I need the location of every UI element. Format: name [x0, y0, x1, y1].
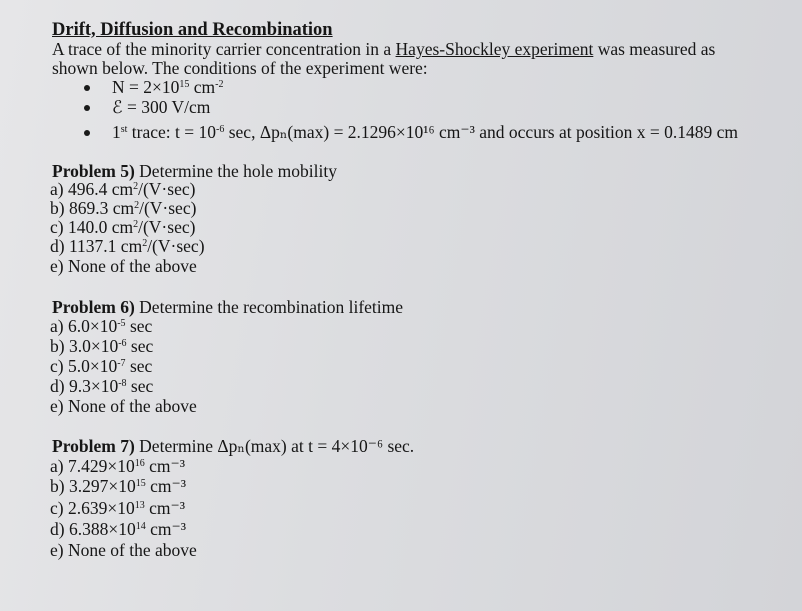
bullet-icon: [84, 130, 90, 136]
problem-7-option-a: a) $7.429\times 10^{16}$ cm⁻³: [50, 456, 185, 476]
bullet-icon: [84, 85, 90, 91]
problem-5-option-e: e) None of the above: [50, 256, 197, 276]
problem-6-option-e: e) None of the above: [50, 396, 197, 416]
intro-line-2: shown below. The conditions of the experiment were:: [52, 58, 428, 78]
intro-line-1: A trace of the minority carrier concentration in a Hayes-Shockley experiment was measured as: [52, 39, 716, 59]
problem-6-option-c: c) $5.0\times 10^{-7}$ sec: [50, 356, 153, 376]
problem-6-option-b: b) $3.0\times 10^{-6}$ sec: [50, 336, 154, 356]
problem-6-option-a: a) $6.0\times 10^{-5}$ sec: [50, 316, 153, 336]
problem-5-option-c: c) 140.0 $cm^2/(V\cdot\sec)$: [50, 217, 196, 237]
problem-5-option-a: a) 496.4 $cm^2/(V\cdot\sec)$: [50, 179, 196, 199]
problem-6-question: Problem 6) Determine the recombination lifetime: [52, 297, 404, 317]
problem-5-question: Problem 5) Determine the hole mobility: [52, 161, 337, 181]
problem-7-question: Problem 7) Determine Δpₙ(max) at t = 4×10⁻⁶ sec.: [52, 436, 415, 456]
problem-7-option-b: b) $3.297\times 10^{15}$ cm⁻³: [50, 476, 186, 496]
hayes-shockley-link-text: Hayes-Shockley experiment: [395, 39, 594, 59]
page-title: Drift, Diffusion and Recombination: [52, 20, 333, 40]
condition-first-trace: 1st trace: $t = 10^{-6}$ sec, Δpₙ(max) = 2.1296×10¹⁶ cm⁻³ and occurs at position x = 0.1489 cm: [112, 122, 738, 142]
condition-doping: $N = 2\times 10^{15}$ $cm^{-2}$: [112, 77, 224, 97]
problem-7-option-c: c) $2.639\times 10^{13}$ cm⁻³: [50, 498, 185, 518]
condition-field: ℰ = 300 V/cm: [112, 97, 211, 117]
problem-5-option-b: b) 869.3 $cm^2/(V\cdot\sec)$: [50, 198, 197, 218]
bullet-icon: [84, 105, 90, 111]
problem-5-option-d: d) 1137.1 $cm^2/(V\cdot\sec)$: [50, 236, 205, 256]
problem-7-option-e: e) None of the above: [50, 540, 197, 560]
problem-6-option-d: d) $9.3\times 10^{-8}$ sec: [50, 376, 154, 396]
problem-7-option-d: d) $6.388\times 10^{14}$ cm⁻³: [50, 519, 186, 539]
